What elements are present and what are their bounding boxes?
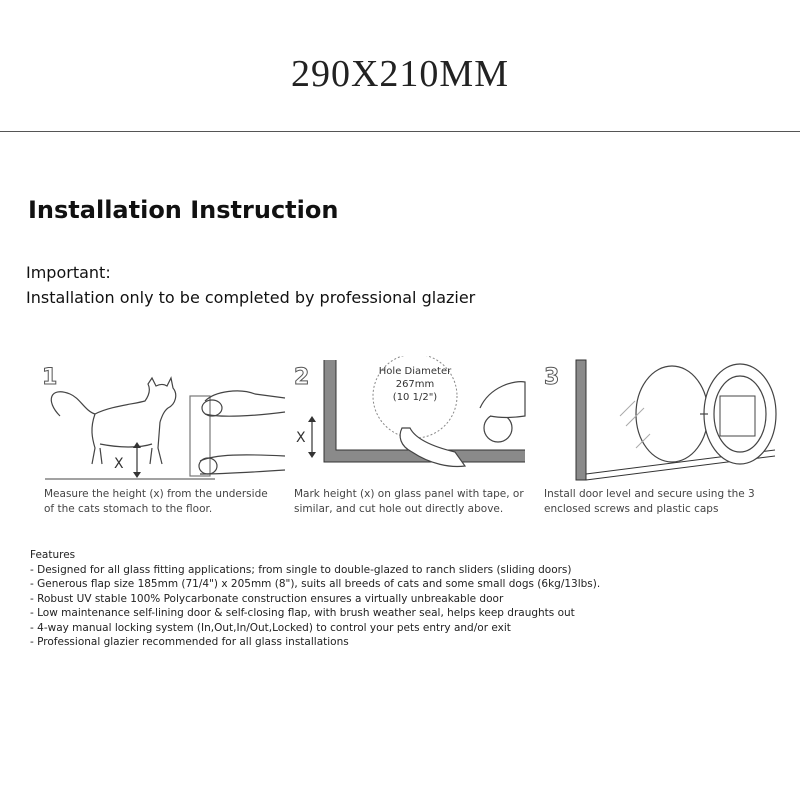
important-note (26, 260, 475, 310)
feature-item: - Designed for all glass fitting applications; from single to double-glazed to ranch sliders (sliding doors) (30, 563, 600, 578)
step-3-illustration (540, 356, 790, 486)
features-section (30, 548, 600, 650)
cat-flap-icon (636, 364, 776, 464)
hand-icon (190, 391, 285, 476)
feature-item: - Robust UV stable 100% Polycarbonate construction ensures a virtually unbreakable door (30, 592, 600, 607)
hole-inches: (10 1/2") (392, 392, 438, 403)
feature-item: - 4-way manual locking system (In,Out,In/Out,Locked) to control your pets entry and/or exit (30, 621, 600, 636)
hole-mm: 267mm (395, 379, 435, 390)
divider (0, 131, 800, 132)
glass-frame (576, 360, 586, 480)
features-title: Features (30, 549, 76, 561)
step-1-illustration (40, 356, 290, 486)
step-2-caption (294, 487, 544, 517)
step-1-caption (44, 487, 294, 517)
step-2-illustration (290, 356, 540, 486)
cat-icon (51, 378, 175, 464)
step-3-caption-line-1: Install door level and secure using the 3 (544, 488, 755, 500)
size-title: 290X210MM (290, 53, 510, 95)
hole-label: Hole Diameter (378, 366, 452, 377)
features-list (30, 563, 600, 650)
step-3-number: 3 (544, 365, 560, 390)
step-2-x-marker: X (296, 430, 306, 446)
step-1-caption-line-2: of the cats stomach to the floor. (44, 503, 213, 515)
feature-item: - Generous flap size 185mm (71/4") x 205mm (8"), suits all breeds of cats and some small dogs (6kg/13lbs). (30, 577, 600, 592)
step-2 (290, 356, 540, 526)
feature-item: - Low maintenance self-lining door & self-closing flap, with brush weather seal, helps keep draughts out (30, 606, 600, 621)
step-1-x-marker: X (114, 456, 124, 472)
step-1 (40, 356, 290, 526)
step-1-caption-line-1: Measure the height (x) from the underside (44, 488, 268, 500)
important-text: Installation only to be completed by professional glazier (26, 288, 476, 307)
important-label: Important: (26, 263, 111, 282)
step-2-caption-line-2: similar, and cut hole out directly above. (294, 503, 504, 515)
step-1-number: 1 (42, 365, 58, 390)
feature-item: - Professional glazier recommended for all glass installations (30, 635, 600, 650)
step-2-number: 2 (294, 365, 310, 390)
installation-steps (0, 356, 800, 526)
step-3-caption (544, 487, 794, 517)
step-3 (540, 356, 790, 526)
main-heading: Installation Instruction (28, 196, 339, 224)
step-3-caption-line-2: enclosed screws and plastic caps (544, 503, 719, 515)
step-2-caption-line-1: Mark height (x) on glass panel with tape, or (294, 488, 524, 500)
